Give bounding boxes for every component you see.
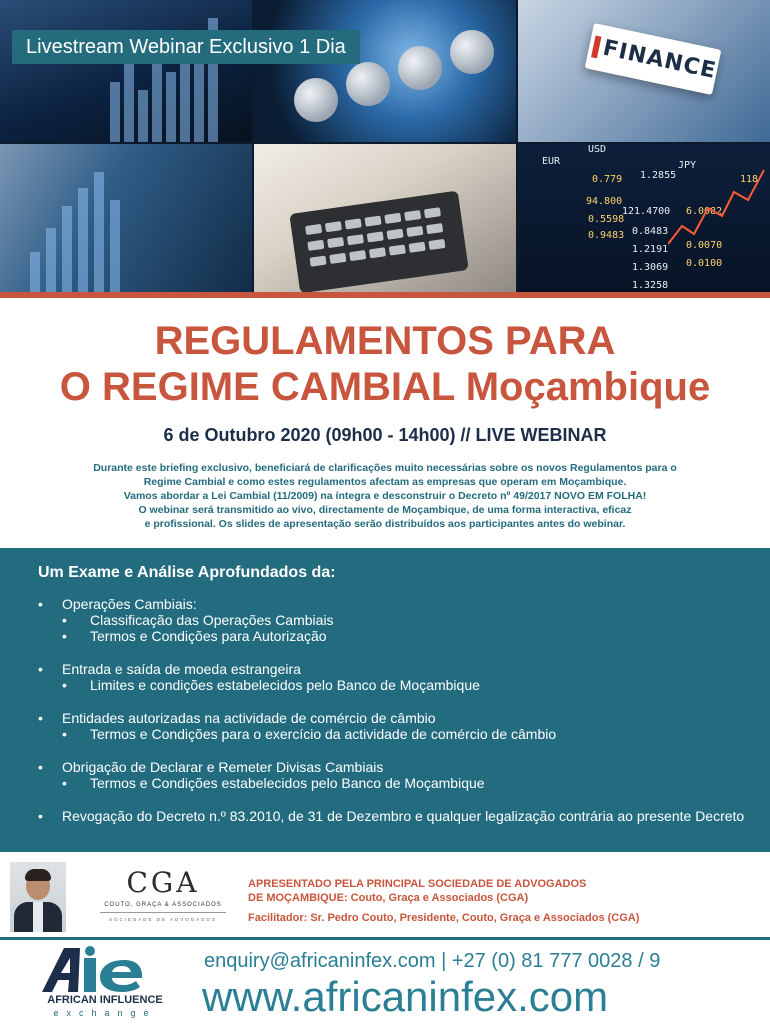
- hero-image-dollar-bills: [0, 0, 252, 142]
- agenda-heading: Um Exame e Análise Aprofundados da:: [38, 564, 336, 581]
- finance-mark-icon: [591, 36, 601, 59]
- ticker-value: USD: [588, 144, 607, 155]
- ticker-value: 121.4700: [622, 206, 671, 217]
- aie-logo: [30, 946, 180, 1020]
- coin-icon: [398, 46, 442, 90]
- agenda-item-label: Operações Cambiais:: [62, 596, 197, 612]
- ticker-value: 118: [740, 174, 759, 185]
- agenda-sub-item: [62, 726, 748, 742]
- bullet-icon: •: [38, 710, 43, 726]
- ticker-value: 94.800: [586, 196, 623, 207]
- coin-icon: [346, 62, 390, 106]
- aie-logo-subtitle: exchange: [53, 1008, 157, 1018]
- finance-label: FINANCE: [600, 35, 719, 85]
- banner-title: Livestream Webinar Exclusivo 1 Dia: [12, 30, 360, 64]
- cga-logo-name: COUTO, GRAÇA & ASSOCIADOS: [104, 902, 222, 908]
- headline: [0, 318, 770, 410]
- ticker-value: JPY: [678, 160, 697, 171]
- ticker-value: 0.8483: [632, 226, 669, 237]
- agenda-sub-item: [62, 775, 748, 791]
- presented-by-line: APRESENTADO PELA PRINCIPAL SOCIEDADE DE ADVOGADOS: [248, 878, 587, 890]
- agenda-item-label: Revogação do Decreto n.º 83.2010, de 31 de Dezembro e qualquer legalização contrária ao presente Decreto: [62, 808, 745, 824]
- hero-image-calculator: [254, 144, 516, 292]
- coin-icon: [294, 78, 338, 122]
- agenda-sub-item: [62, 628, 748, 644]
- hero-image-banknotes-chart: [0, 144, 252, 292]
- ticker-value: 6.0082: [686, 206, 723, 217]
- aie-logo-name: AFRICAN INFLUENCE: [47, 994, 163, 1006]
- presented-by-line: DE MOÇAMBIQUE: Couto, Graça e Associados (CGA): [248, 892, 529, 904]
- ticker-value: 1.3258: [632, 280, 669, 291]
- cga-logo-subtitle: SOCIEDADE DE ADVOGADOS: [108, 917, 217, 922]
- agenda-sub-item-label: Termos e Condições para Autorização: [90, 628, 327, 644]
- intro-line: Regime Cambial e como estes regulamentos afectam as empresas que operam em Moçambique.: [143, 476, 627, 488]
- bullet-icon: •: [62, 726, 67, 742]
- accent-divider: [0, 292, 770, 298]
- ticker-value: 0.0070: [686, 240, 723, 251]
- intro-line: O webinar será transmitido ao vivo, directamente de Moçambique, de uma forma interactiva, eficaz: [138, 504, 632, 516]
- presenter-photo: [10, 862, 66, 932]
- coin-icon: [450, 30, 494, 74]
- agenda-sub-item-label: Termos e Condições estabelecidos pelo Banco de Moçambique: [90, 775, 485, 791]
- cga-logo: [94, 864, 232, 928]
- event-date-line: 6 de Outubro 2020 (09h00 - 14h00) // LIVE WEBINAR: [163, 425, 607, 445]
- bullet-icon: •: [38, 661, 43, 677]
- calculator-icon: [289, 191, 468, 292]
- agenda-item: [38, 710, 748, 742]
- agenda-sub-item-label: Limites e condições estabelecidos pelo Banco de Moçambique: [90, 677, 480, 693]
- headline-line-1: REGULAMENTOS PARA: [154, 319, 616, 363]
- bullet-icon: •: [38, 596, 43, 612]
- agenda-item: [38, 808, 748, 824]
- ticker-value: 1.3069: [632, 262, 669, 273]
- intro-line: Durante este briefing exclusivo, beneficiará de clarificações muito necessárias sobre os novos Regulamentos para o: [93, 462, 677, 474]
- presented-by: [248, 877, 748, 905]
- footer-divider: [0, 937, 770, 940]
- agenda-sub-item-label: Termos e Condições para o exercício da actividade de comércio de câmbio: [90, 726, 557, 742]
- hero-collage: [0, 0, 770, 292]
- agenda-item: [38, 596, 748, 644]
- bullet-icon: •: [62, 775, 67, 791]
- agenda-sub-list: [62, 726, 748, 742]
- agenda-item-label: Obrigação de Declarar e Remeter Divisas Cambiais: [62, 759, 384, 775]
- agenda-item-label: Entidades autorizadas na actividade de comércio de câmbio: [62, 710, 436, 726]
- agenda-sub-item-label: Classificação das Operações Cambiais: [90, 612, 334, 628]
- bullet-icon: •: [38, 759, 43, 775]
- hero-image-exchange-rates: [518, 144, 770, 292]
- agenda-sub-list: [62, 775, 748, 791]
- facilitator-line: Facilitador: Sr. Pedro Couto, Presidente, Couto, Graça e Associados (CGA): [248, 912, 640, 924]
- agenda-sub-item: [62, 677, 748, 693]
- hero-image-coins: [254, 0, 516, 142]
- bullet-icon: •: [38, 808, 43, 824]
- intro-line: e profissional. Os slides de apresentação serão distribuídos aos participantes antes do webinar.: [144, 518, 626, 530]
- bullet-icon: •: [62, 612, 67, 628]
- trend-line-icon: [668, 164, 768, 254]
- intro-paragraph: [40, 461, 730, 531]
- ticker-value: 0.779: [592, 174, 623, 185]
- ticker-value: 0.5598: [588, 214, 625, 225]
- ticker-value: 0.9483: [588, 230, 625, 241]
- ticker-value: 0.0100: [686, 258, 723, 269]
- intro-line: Vamos abordar a Lei Cambial (11/2009) na íntegra e desconstruir o Decreto nº 49/2017 NOVO EM FOLHA!: [123, 490, 647, 502]
- contact-info[interactable]: enquiry@africaninfex.com | +27 (0) 81 777 0028 / 9: [204, 950, 661, 972]
- agenda-section: [0, 548, 770, 852]
- ticker-value: 1.2855: [640, 170, 677, 181]
- website-link[interactable]: www.africaninfex.com: [202, 973, 609, 1020]
- cga-logo-letters: CGA: [126, 866, 200, 899]
- aie-logo-mark-icon: [42, 946, 172, 992]
- agenda-item-label: Entrada e saída de moeda estrangeira: [62, 661, 301, 677]
- ticker-value: 1.2191: [632, 244, 669, 255]
- bullet-icon: •: [62, 677, 67, 693]
- agenda-item: [38, 759, 748, 791]
- agenda-item: [38, 661, 748, 693]
- agenda-list: [38, 596, 748, 841]
- agenda-sub-item: [62, 612, 748, 628]
- bullet-icon: •: [62, 628, 67, 644]
- agenda-sub-list: [62, 677, 748, 693]
- agenda-sub-list: [62, 612, 748, 644]
- cga-logo-rule: [100, 912, 226, 913]
- headline-line-2: O REGIME CAMBIAL Moçambique: [59, 365, 711, 409]
- ticker-value: EUR: [542, 156, 561, 167]
